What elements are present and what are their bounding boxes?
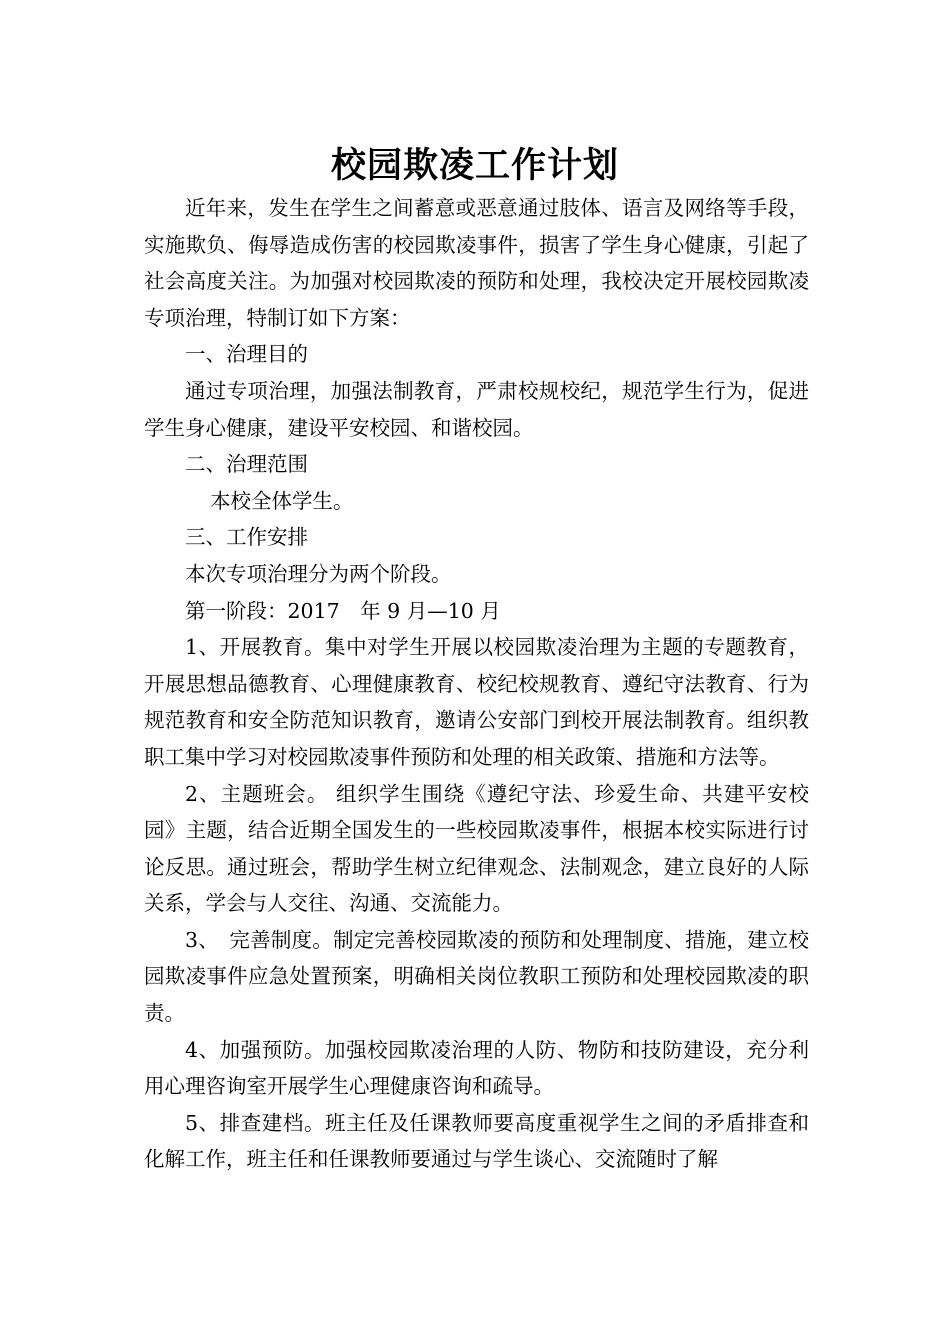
paragraph-item-prevention: 4、加强预防。加强校园欺凌治理的人防、物防和技防建设，充分利用心理咨询室开展学生心理健康咨询和疏导。 — [144, 1037, 809, 1099]
heading-arrangement: 三、工作安排 — [185, 525, 308, 550]
paragraph-scope: 本校全体学生。 — [210, 488, 354, 513]
heading-objective: 一、治理目的 — [185, 342, 308, 367]
paragraph-stage-one: 第一阶段：2017 年 9 月—10 月 — [185, 598, 501, 623]
paragraph-item-system: 3、 完善制度。制定完善校园欺凌的预防和处理制度、措施，建立校园欺凌事件应急处置预案，明确相关岗位教职工预防和处理校园欺凌的职责。 — [144, 927, 809, 1026]
paragraph-item-education: 1、开展教育。集中对学生开展以校园欺凌治理为主题的专题教育，开展思想品德教育、心理健康教育、校纪校规教育、遵纪守法教育、行为规范教育和安全防范知识教育，邀请公安部门到校开展法制教育。组织教职工集中学习对校园欺凌事件预防和处理的相关政策、措施和方法等。 — [144, 635, 809, 769]
paragraph-stages: 本次专项治理分为两个阶段。 — [185, 561, 452, 586]
paragraph-item-class-meeting: 2、主题班会。 组织学生围绕《遵纪守法、珍爱生命、共建平安校园》主题，结合近期全国发生的一些校园欺凌事件，根据本校实际进行讨论反思。通过班会，帮助学生树立纪律观念、法制观念，建立良好的人际关系，学会与人交往、沟通、交流能力。 — [144, 781, 809, 916]
paragraph-intro: 近年来，发生在学生之间蓄意或恶意通过肢体、语言及网络等手段，实施欺负、侮辱造成伤害的校园欺凌事件，损害了学生身心健康，引起了社会高度关注。为加强对校园欺凌的预防和处理，我校决定开展校园欺凌专项治理，特制订如下方案： — [144, 196, 809, 330]
paragraph-item-records: 5、排查建档。班主任及任课教师要高度重视学生之间的矛盾排查和化解工作，班主任和任课教师要通过与学生谈心、交流随时了解 — [144, 1110, 809, 1172]
document-title: 校园欺凌工作计划 — [330, 145, 619, 186]
paragraph-objective: 通过专项治理，加强法制教育，严肃校规校纪，规范学生行为，促进学生身心健康，建设平安校园、和谐校园。 — [144, 378, 809, 440]
heading-scope: 二、治理范围 — [185, 452, 308, 477]
document-body — [144, 190, 809, 1178]
